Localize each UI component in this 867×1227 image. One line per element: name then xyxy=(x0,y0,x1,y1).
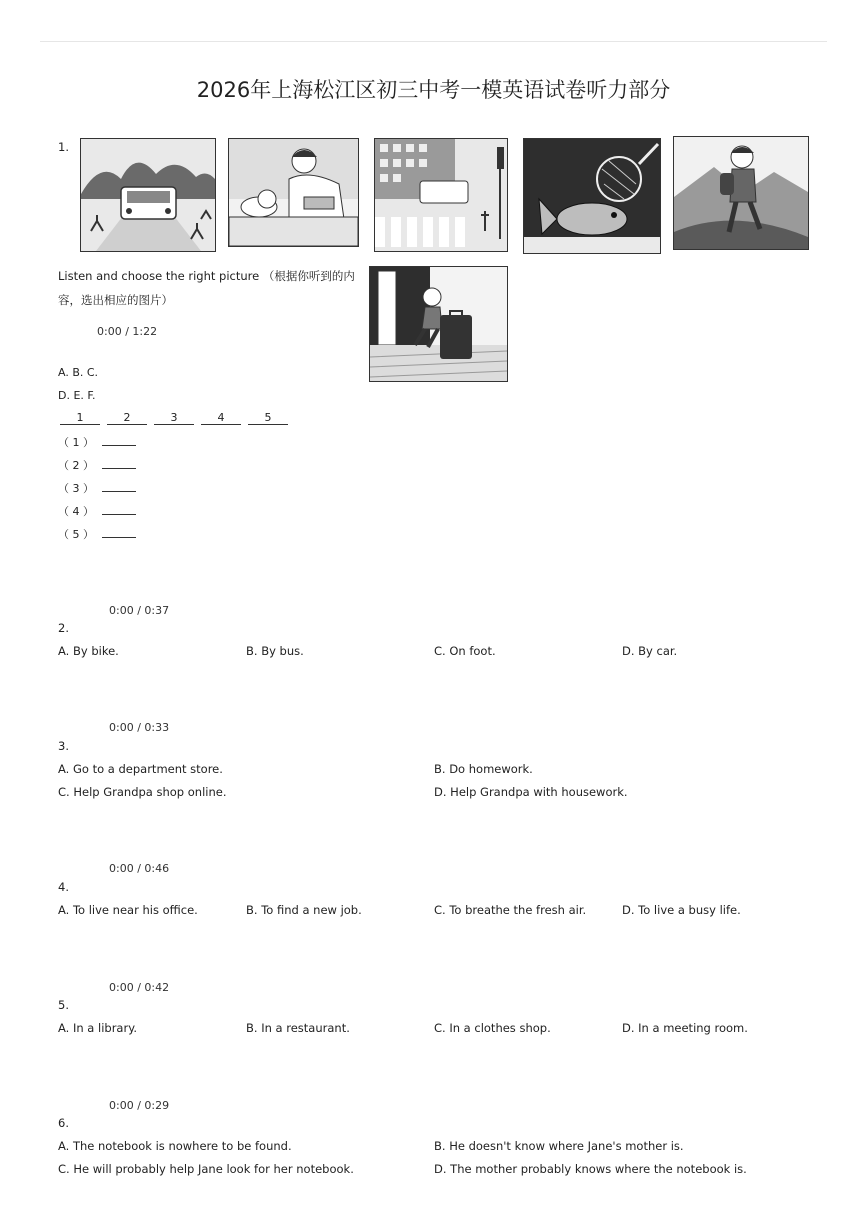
picture-boy-with-suitcase xyxy=(369,266,508,382)
answer-row xyxy=(58,434,136,450)
question-1-blank-labels xyxy=(60,411,295,425)
blank-label: 5 xyxy=(248,411,288,425)
answer-label: （ 3 ） xyxy=(58,482,94,495)
answer-blank[interactable] xyxy=(102,527,136,538)
question-5-option-d[interactable]: D. In a meeting room. xyxy=(622,1021,748,1035)
question-1-number: 1. xyxy=(58,140,69,154)
audio-player-4[interactable]: 0:00 / 0:46 xyxy=(109,862,170,875)
answer-blank[interactable] xyxy=(102,435,136,446)
answer-row xyxy=(58,503,136,519)
question-4-option-d[interactable]: D. To live a busy life. xyxy=(622,903,741,917)
answer-label: （ 4 ） xyxy=(58,505,94,518)
question-1-instruction-line1: Listen and choose the right picture （根据你听到的内 xyxy=(58,269,355,283)
question-2-option-b[interactable]: B. By bus. xyxy=(246,644,304,658)
question-1-letters-row1: A. B. C. xyxy=(58,366,99,379)
picture-fish-and-net xyxy=(523,138,661,254)
question-4-option-a[interactable]: A. To live near his office. xyxy=(58,903,198,917)
question-3-number: 3. xyxy=(58,739,69,753)
question-5-option-a[interactable]: A. In a library. xyxy=(58,1021,138,1035)
blank-label: 3 xyxy=(154,411,194,425)
top-divider xyxy=(40,41,827,42)
answer-blank[interactable] xyxy=(102,481,136,492)
blank-label: 1 xyxy=(60,411,100,425)
audio-player-3[interactable]: 0:00 / 0:33 xyxy=(109,721,170,734)
question-3-option-d[interactable]: D. Help Grandpa with housework. xyxy=(434,785,628,799)
answer-row xyxy=(58,526,136,542)
question-3-option-b[interactable]: B. Do homework. xyxy=(434,762,533,776)
blank-label: 4 xyxy=(201,411,241,425)
audio-player-6[interactable]: 0:00 / 0:29 xyxy=(109,1099,170,1112)
question-6-option-c[interactable]: C. He will probably help Jane look for her notebook. xyxy=(58,1162,354,1176)
answer-row xyxy=(58,457,136,473)
audio-player-1[interactable]: 0:00 / 1:22 xyxy=(97,325,158,338)
question-2-option-d[interactable]: D. By car. xyxy=(622,644,678,658)
question-2-number: 2. xyxy=(58,621,69,635)
audio-player-2[interactable]: 0:00 / 0:37 xyxy=(109,604,170,617)
answer-label: （ 1 ） xyxy=(58,436,94,449)
question-4-number: 4. xyxy=(58,880,69,894)
picture-parent-reading-bedtime xyxy=(228,138,359,247)
question-6-number: 6. xyxy=(58,1116,69,1130)
answer-blank[interactable] xyxy=(102,504,136,515)
question-5-option-c[interactable]: C. In a clothes shop. xyxy=(434,1021,551,1035)
question-4-option-b[interactable]: B. To find a new job. xyxy=(246,903,362,917)
question-5-option-b[interactable]: B. In a restaurant. xyxy=(246,1021,350,1035)
question-5-number: 5. xyxy=(58,998,69,1012)
question-3-option-a[interactable]: A. Go to a department store. xyxy=(58,762,223,776)
picture-street-bus-crosswalk xyxy=(374,138,508,252)
answer-row xyxy=(58,480,136,496)
question-1-instruction-line2: 容，选出相应的图片） xyxy=(58,293,173,307)
question-6-option-d[interactable]: D. The mother probably knows where the notebook is. xyxy=(434,1162,747,1176)
question-4-option-c[interactable]: C. To breathe the fresh air. xyxy=(434,903,587,917)
question-6-option-b[interactable]: B. He doesn't know where Jane's mother is. xyxy=(434,1139,684,1153)
question-2-option-c[interactable]: C. On foot. xyxy=(434,644,496,658)
picture-boy-hiking xyxy=(673,136,809,250)
blank-label: 2 xyxy=(107,411,147,425)
answer-blank[interactable] xyxy=(102,458,136,469)
question-1-letters-row2: D. E. F. xyxy=(58,389,96,402)
answer-label: （ 2 ） xyxy=(58,459,94,472)
question-2-option-a[interactable]: A. By bike. xyxy=(58,644,119,658)
audio-player-5[interactable]: 0:00 / 0:42 xyxy=(109,981,170,994)
question-6-option-a[interactable]: A. The notebook is nowhere to be found. xyxy=(58,1139,292,1153)
question-3-option-c[interactable]: C. Help Grandpa shop online. xyxy=(58,785,227,799)
picture-car-road-deer xyxy=(80,138,216,252)
page-title: 2026年上海松江区初三中考一模英语试卷听力部分 xyxy=(196,78,671,102)
answer-label: （ 5 ） xyxy=(58,528,94,541)
